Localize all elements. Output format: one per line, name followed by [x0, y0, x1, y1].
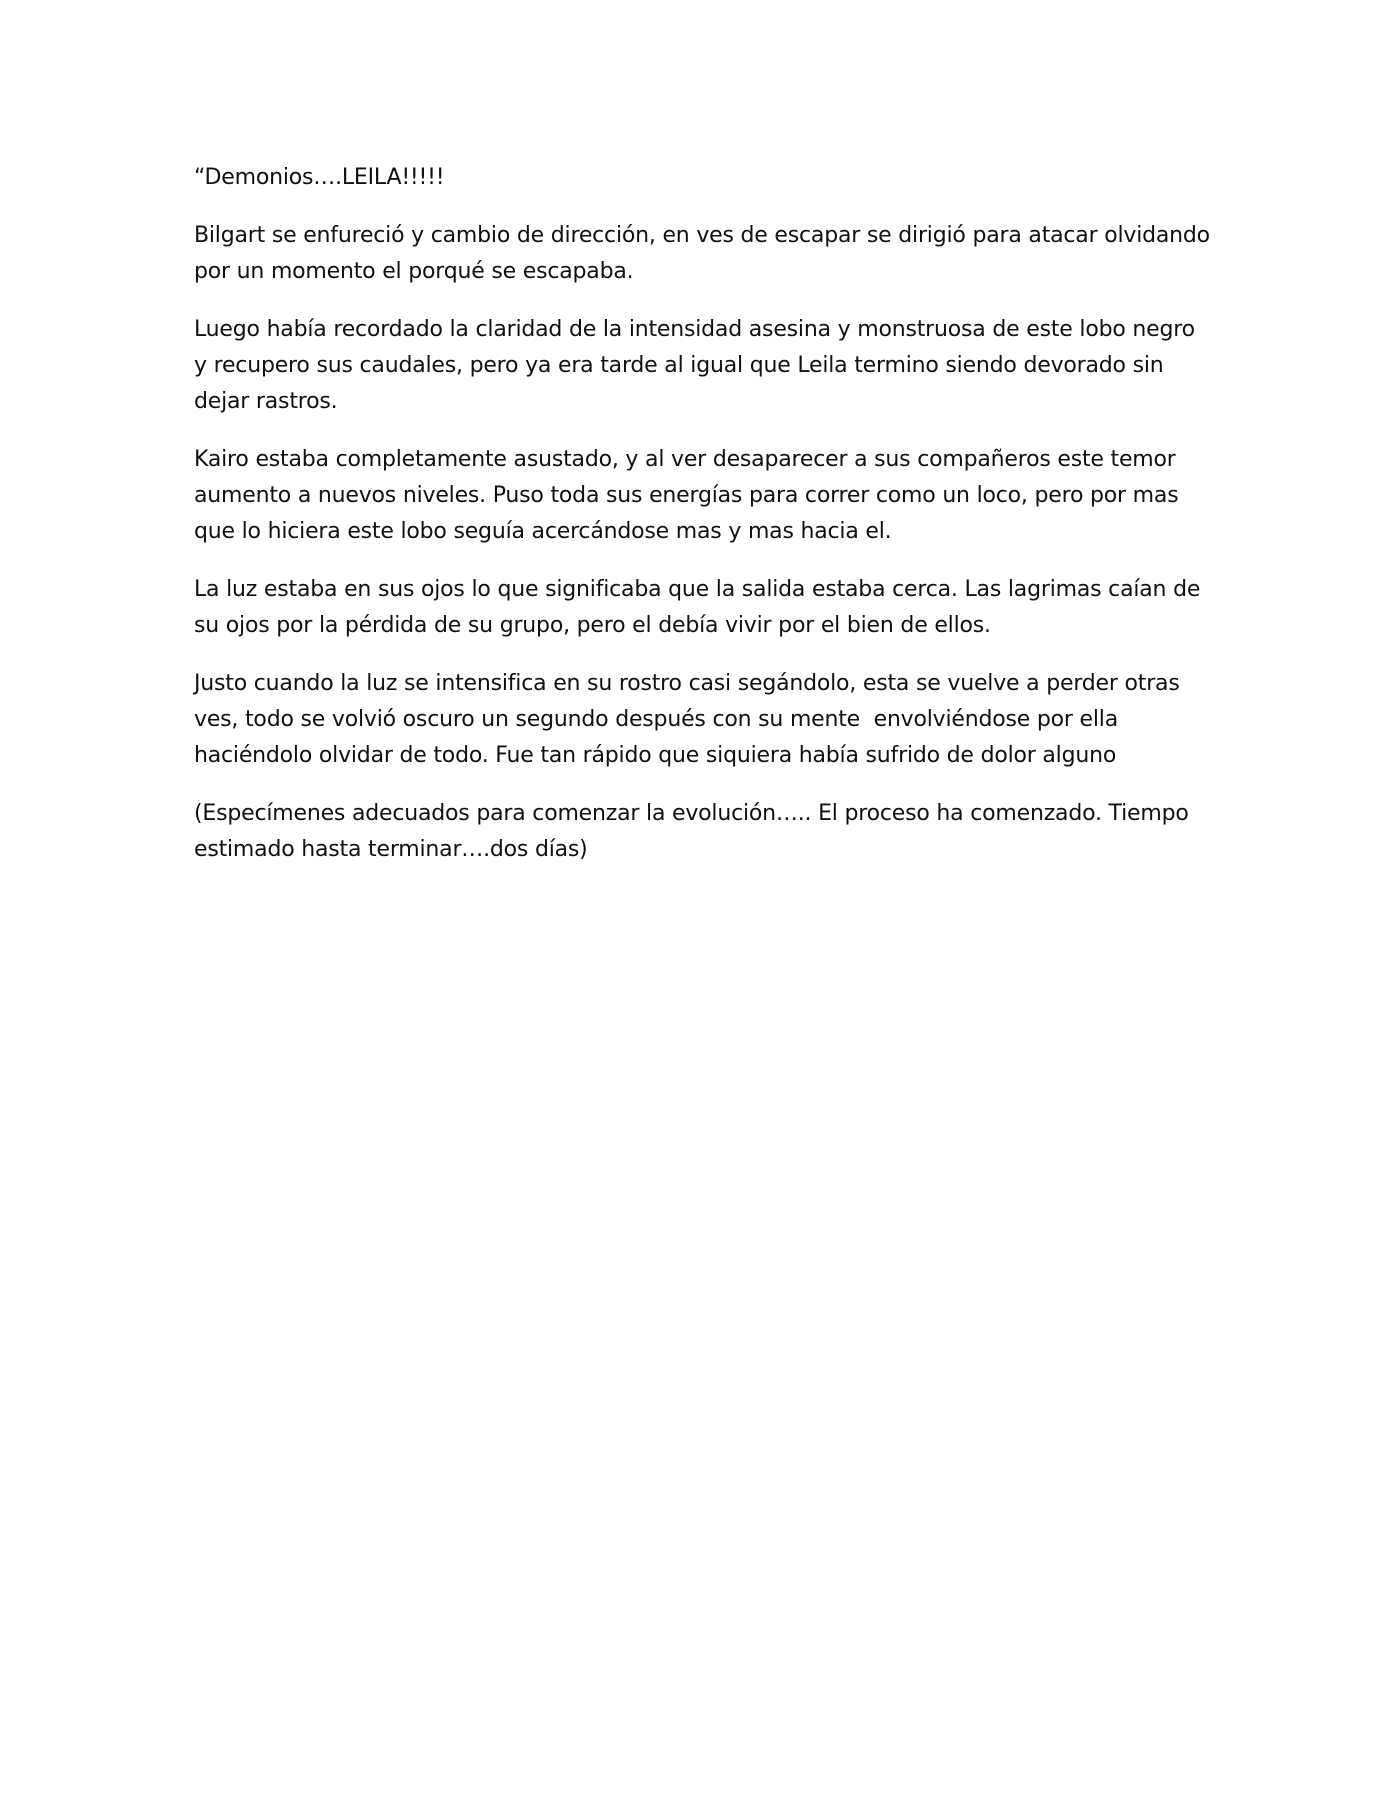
paragraph-especimenes: (Especímenes adecuados para comenzar la evolución….. El proceso ha comenzado. Tiempo estimado hasta terminar….dos días)	[194, 801, 1196, 862]
paragraph-recordado: Luego había recordado la claridad de la intensidad asesina y monstruosa de este lobo negro y recupero sus caudales, pero ya era tarde al igual que Leila termino siendo devorado sin dejar rastros.	[194, 317, 1202, 414]
paragraph-exclamation: “Demonios….LEILA!!!!!	[194, 165, 445, 190]
paragraph-luz: La luz estaba en sus ojos lo que significaba que la salida estaba cerca. Las lagrimas caían de su ojos por la pérdida de su grupo, pero el debía vivir por el bien de ellos.	[194, 577, 1207, 638]
document-body	[194, 160, 1217, 890]
paragraph-kairo: Kairo estaba completamente asustado, y al ver desaparecer a sus compañeros este temor aumento a nuevos niveles. Puso toda sus energías para correr como un loco, pero por mas que lo hiciera este lobo seguía acercándose mas y mas hacia el.	[194, 447, 1186, 544]
paragraph-justo: Justo cuando la luz se intensifica en su rostro casi segándolo, esta se vuelve a perder otras ves, todo se volvió oscuro un segundo después con su mente envolviéndose por ella haciéndolo olvidar de todo. Fue tan rápido que siquiera había sufrido de dolor alguno	[194, 671, 1187, 768]
paragraph-bilgart: Bilgart se enfureció y cambio de dirección, en ves de escapar se dirigió para atacar olvidando por un momento el porqué se escapaba.	[194, 223, 1217, 284]
